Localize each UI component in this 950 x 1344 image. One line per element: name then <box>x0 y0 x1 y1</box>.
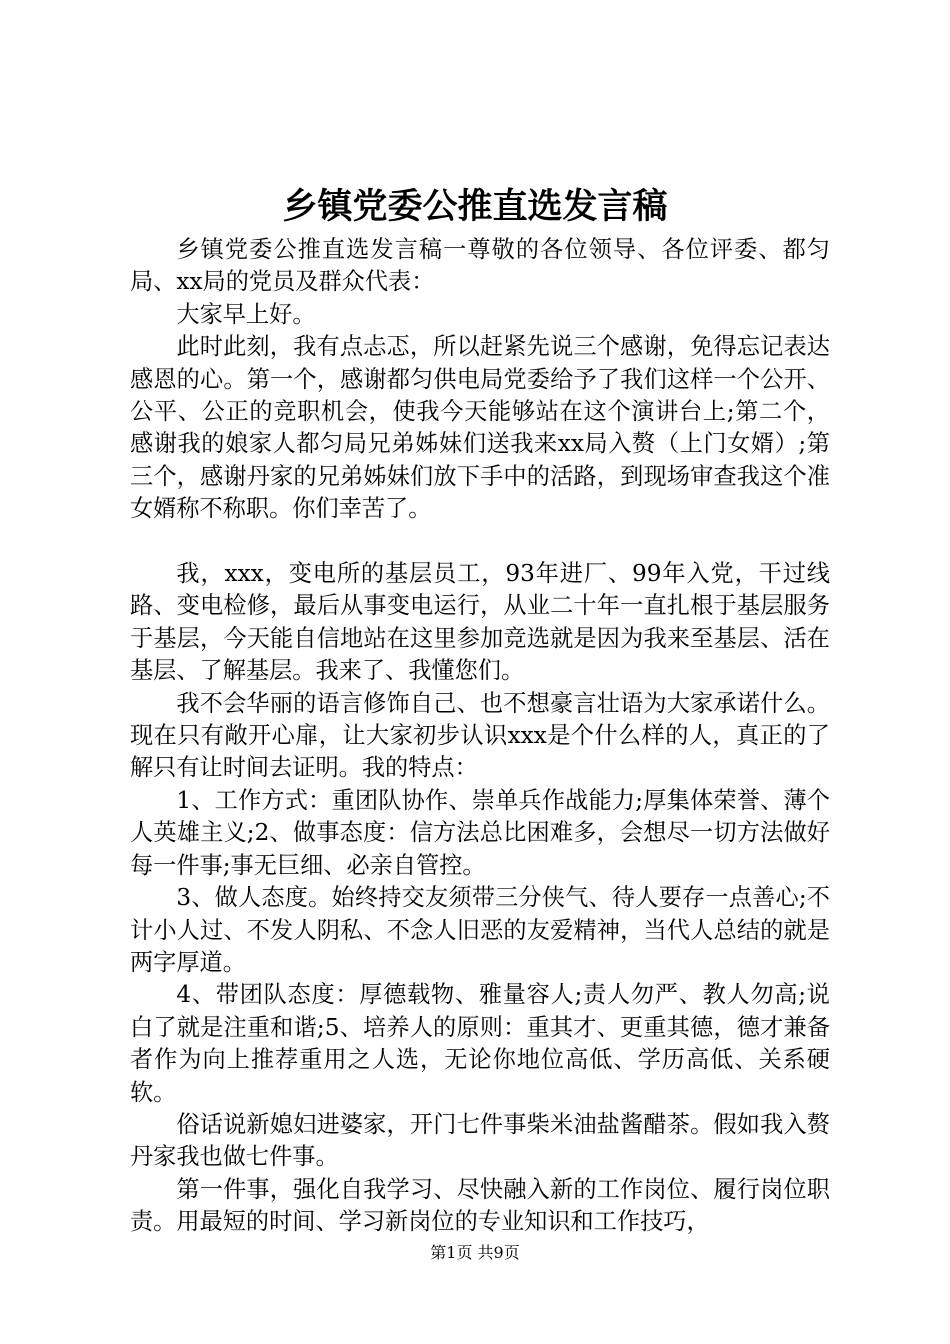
document-body <box>130 234 830 1239</box>
paragraph-self-intro: 我，xxx，变电所的基层员工，93年进厂、99年入党，干过线路、变电检修，最后从事变电运行，从业二十年一直扎根于基层服务于基层，今天能自信地站在这里参加竞选就是因为我来至基层、活在基层、了解基层。我来了、我懂您们。 <box>130 560 830 685</box>
paragraph-feature-1-2: 1、工作方式：重团队协作、崇单兵作战能力;厚集体荣誉、薄个人英雄主义;2、做事态度：信方法总比困难多，会想尽一切方法做好每一件事;事无巨细、必亲自管控。 <box>130 786 830 879</box>
paragraph-feature-4-5: 4、带团队态度：厚德载物、雅量容人;责人勿严、教人勿高;说白了就是注重和谐;5、培养人的原则：重其才、更重其德，德才兼备者作为向上推荐重用之人选，无论你地位高低、学历高低、关系硬软。 <box>130 981 830 1106</box>
paragraph-greeting: 乡镇党委公推直选发言稿一尊敬的各位领导、各位评委、都匀局、xx局的党员及群众代表： <box>130 236 830 296</box>
page-footer: 第1页 共9页 <box>430 1243 520 1262</box>
paragraph-blank <box>130 526 830 558</box>
paragraph-first-thing: 第一件事，强化自我学习、尽快融入新的工作岗位、履行岗位职责。用最短的时间、学习新岗位的专业知识和工作技巧， <box>130 1175 830 1236</box>
paragraph-seven-things: 俗话说新媳妇进婆家，开门七件事柴米油盐酱醋茶。假如我入赘丹家我也做七件事。 <box>130 1110 830 1171</box>
document-title: 乡镇党委公推直选发言稿 <box>282 186 668 227</box>
paragraph-thanks: 此时此刻，我有点忐忑，所以赶紧先说三个感谢，免得忘记表达感恩的心。第一个，感谢都匀供电局党委给予了我们这样一个公开、公平、公正的竞职机会，使我今天能够站在这个演讲台上;第二个，感谢我的娘家人都匀局兄弟姊妹们送我来xx局入赘（上门女婿）;第三个，感谢丹家的兄弟姊妹们放下手中的活路，到现场审查我这个准女婿称不称职。你们幸苦了。 <box>130 333 830 523</box>
paragraph-feature-3: 3、做人态度。始终持交友须带三分侠气、待人要存一点善心;不计小人过、不发人阴私、不念人旧恶的友爱精神，当代人总结的就是两字厚道。 <box>130 884 830 976</box>
paragraph-good-morning: 大家早上好。 <box>176 300 316 328</box>
paragraph-features-intro: 我不会华丽的语言修饰自己、也不想豪言壮语为大家承诺什么。现在只有敞开心扉，让大家初步认识xxx是个什么样的人，真正的了解只有让时间去证明。我的特点： <box>130 689 830 782</box>
